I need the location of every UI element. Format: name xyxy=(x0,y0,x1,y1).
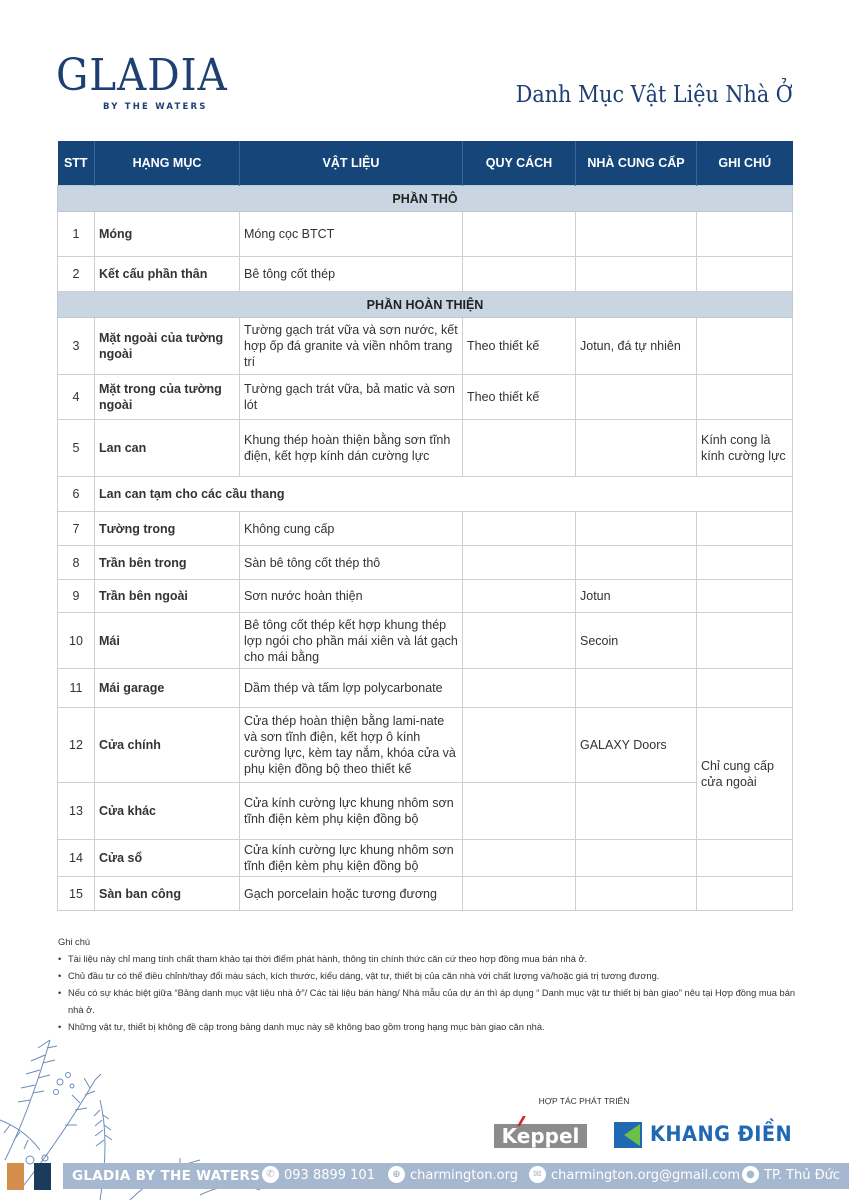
row-supplier xyxy=(576,212,697,257)
table-row xyxy=(58,375,793,420)
row-material: Móng cọc BTCT xyxy=(240,212,463,257)
row-material: Sơn nước hoàn thiện xyxy=(240,580,463,613)
row-stt: 4 xyxy=(58,375,95,420)
note-item: • Những vật tư, thiết bị không đề cập trong bảng danh mục này sẽ không bao gồm trong hạng mục bàn giao căn nhà. xyxy=(58,1019,798,1036)
row-material: Sàn bê tông cốt thép thô xyxy=(240,546,463,580)
row-supplier xyxy=(576,546,697,580)
row-category: Lan can xyxy=(95,420,240,477)
row-supplier xyxy=(576,420,697,477)
table-row xyxy=(58,840,793,877)
row-spec xyxy=(463,613,576,669)
row-stt: 7 xyxy=(58,512,95,546)
row-stt: 9 xyxy=(58,580,95,613)
row-supplier xyxy=(576,877,697,911)
row-spec xyxy=(463,257,576,292)
row-material: Tường gạch trát vữa, bả matic và sơn lót xyxy=(240,375,463,420)
row-category: Trần bên ngoài xyxy=(95,580,240,613)
col-header-note: GHI CHÚ xyxy=(697,141,793,186)
col-header-category: HẠNG MỤC xyxy=(95,141,240,186)
row-stt: 8 xyxy=(58,546,95,580)
col-header-spec: QUY CÁCH xyxy=(463,141,576,186)
section-row-finish xyxy=(58,292,793,318)
row-note xyxy=(697,613,793,669)
row-note xyxy=(697,580,793,613)
row-spec xyxy=(463,840,576,877)
row-note xyxy=(697,669,793,708)
row-material: Cửa kính cường lực khung nhôm sơn tĩnh điện kèm phụ kiện đồng bộ xyxy=(240,840,463,877)
row-material: Dầm thép và tấm lợp polycarbonate xyxy=(240,669,463,708)
row-category: Lan can tạm cho các cầu thang xyxy=(95,477,793,512)
row-spec xyxy=(463,420,576,477)
row-stt: 15 xyxy=(58,877,95,911)
row-stt: 5 xyxy=(58,420,95,477)
table-row xyxy=(58,212,793,257)
row-spec xyxy=(463,512,576,546)
table-row xyxy=(58,318,793,375)
row-supplier xyxy=(576,512,697,546)
table-row xyxy=(58,546,793,580)
table-row xyxy=(58,512,793,546)
note-item: • Chủ đầu tư có thể điều chỉnh/thay đổi màu sách, kích thước, kiểu dáng, vật tư, thiết bị của căn nhà với chất lượng và/hoặc giá trị tương đương. xyxy=(58,968,798,985)
phone-icon: ✆ xyxy=(262,1166,279,1183)
footer-orange-square xyxy=(7,1163,24,1190)
note-item: • Nếu có sự khác biệt giữa “Bảng danh mục vật liệu nhà ở”/ Các tài liệu bán hàng/ Nhà mẫu của dự án thì áp dụng “ Danh mục vật tư thiết bị bàn giao” nêu tại Hợp đồng mua bán nhà ở. xyxy=(58,985,798,1019)
row-stt: 1 xyxy=(58,212,95,257)
table-row xyxy=(58,477,793,512)
row-category: Móng xyxy=(95,212,240,257)
row-supplier xyxy=(576,257,697,292)
row-spec: Theo thiết kế xyxy=(463,375,576,420)
footer-email[interactable] xyxy=(529,1163,740,1189)
row-supplier: Secoin xyxy=(576,613,697,669)
partners-label: HỢP TÁC PHÁT TRIỂN xyxy=(538,1096,630,1106)
row-note xyxy=(697,512,793,546)
note-item: • Tài liệu này chỉ mang tính chất tham khảo tại thời điểm phát hành, thông tin chính thức căn cứ theo hợp đồng mua bán nhà ở. xyxy=(58,951,798,968)
section-title: PHẦN HOÀN THIỆN xyxy=(58,292,793,318)
row-spec xyxy=(463,783,576,840)
row-supplier xyxy=(576,783,697,840)
row-category: Cửa khác xyxy=(95,783,240,840)
page-title: Danh Mục Vật Liệu Nhà Ở xyxy=(516,82,793,108)
footer-website-text: charmington.org xyxy=(410,1168,518,1183)
row-category: Mặt ngoài của tường ngoài xyxy=(95,318,240,375)
globe-icon: ⊕ xyxy=(388,1166,405,1183)
row-category: Mái xyxy=(95,613,240,669)
row-stt: 10 xyxy=(58,613,95,669)
row-material: Tường gạch trát vữa và sơn nước, kết hợp ốp đá granite và viền nhôm trang trí xyxy=(240,318,463,375)
row-category: Mái garage xyxy=(95,669,240,708)
col-header-stt: STT xyxy=(58,141,95,186)
table-row xyxy=(58,257,793,292)
partners-section xyxy=(490,1096,795,1148)
col-header-supplier: NHÀ CUNG CẤP xyxy=(576,141,697,186)
row-note xyxy=(697,877,793,911)
footer-phone-text: 093 8899 101 xyxy=(284,1168,375,1183)
table-header-row xyxy=(58,141,793,186)
footer-location xyxy=(742,1163,840,1189)
row-category: Trần bên trong xyxy=(95,546,240,580)
row-stt: 2 xyxy=(58,257,95,292)
table-row xyxy=(58,783,793,840)
row-material: Gạch porcelain hoặc tương đương xyxy=(240,877,463,911)
row-material: Bê tông cốt thép xyxy=(240,257,463,292)
row-category: Cửa chính xyxy=(95,708,240,783)
row-spec: Theo thiết kế xyxy=(463,318,576,375)
section-title: PHẦN THÔ xyxy=(58,186,793,212)
row-stt: 14 xyxy=(58,840,95,877)
gladia-logo xyxy=(56,52,246,112)
row-spec xyxy=(463,669,576,708)
footer-navy-square xyxy=(34,1163,51,1190)
mail-icon: ✉ xyxy=(529,1166,546,1183)
row-material: Bê tông cốt thép kết hợp khung thép lợp ngói cho phần mái xiên và lát gạch cho mái bằng xyxy=(240,613,463,669)
footer-brand: GLADIA BY THE WATERS xyxy=(72,1168,261,1184)
row-note xyxy=(697,375,793,420)
footer-email-text: charmington.org@gmail.com xyxy=(551,1168,740,1183)
row-category: Sàn ban công xyxy=(95,877,240,911)
row-note xyxy=(697,318,793,375)
row-spec xyxy=(463,877,576,911)
row-note xyxy=(697,840,793,877)
footer-phone[interactable] xyxy=(262,1163,375,1189)
logo-sub-text: BY THE WATERS xyxy=(103,102,208,112)
footer-website[interactable] xyxy=(388,1163,518,1189)
row-category: Mặt trong của tường ngoài xyxy=(95,375,240,420)
row-spec xyxy=(463,546,576,580)
footer-location-text: TP. Thủ Đức xyxy=(764,1168,841,1183)
row-note-merged: Chỉ cung cấp cửa ngoài xyxy=(697,708,793,840)
logo-main-text: GLADIA xyxy=(56,50,228,101)
table-row xyxy=(58,669,793,708)
notes-title: Ghi chú xyxy=(58,937,91,947)
row-stt: 13 xyxy=(58,783,95,840)
row-stt: 12 xyxy=(58,708,95,783)
keppel-logo: Keppel xyxy=(494,1124,587,1148)
row-category: Kết cấu phần thân xyxy=(95,257,240,292)
row-supplier: Jotun xyxy=(576,580,697,613)
row-spec xyxy=(463,708,576,783)
table-row xyxy=(58,708,793,783)
table-row xyxy=(58,877,793,911)
row-spec xyxy=(463,212,576,257)
row-material: Không cung cấp xyxy=(240,512,463,546)
row-supplier xyxy=(576,669,697,708)
khang-dien-logo-text: KHANG ĐIỀN xyxy=(650,1122,793,1146)
row-supplier xyxy=(576,375,697,420)
row-supplier: GALAXY Doors xyxy=(576,708,697,783)
row-supplier xyxy=(576,840,697,877)
row-stt: 6 xyxy=(58,477,95,512)
row-spec xyxy=(463,580,576,613)
table-row xyxy=(58,613,793,669)
row-material: Khung thép hoàn thiện bằng sơn tĩnh điện, kết hợp kính dán cường lực xyxy=(240,420,463,477)
khang-dien-logo-mark xyxy=(614,1122,642,1148)
location-pin-icon: ● xyxy=(742,1166,759,1183)
materials-table xyxy=(57,141,793,911)
row-material: Cửa kính cường lực khung nhôm sơn tĩnh điện kèm phụ kiện đồng bộ xyxy=(240,783,463,840)
row-category: Tường trong xyxy=(95,512,240,546)
row-stt: 11 xyxy=(58,669,95,708)
row-note: Kính cong là kính cường lực xyxy=(697,420,793,477)
row-note xyxy=(697,212,793,257)
section-row-rough xyxy=(58,186,793,212)
table-row xyxy=(58,420,793,477)
row-note xyxy=(697,257,793,292)
row-supplier: Jotun, đá tự nhiên xyxy=(576,318,697,375)
col-header-material: VẬT LIỆU xyxy=(240,141,463,186)
table-row xyxy=(58,580,793,613)
row-note xyxy=(697,546,793,580)
row-stt: 3 xyxy=(58,318,95,375)
row-material: Cửa thép hoàn thiện bằng lami-nate và sơn tĩnh điện, kết hợp ô kính cường lực, kèm tay nắm, khóa cửa và phụ kiện đồng bộ theo thiết kế xyxy=(240,708,463,783)
row-category: Cửa sổ xyxy=(95,840,240,877)
